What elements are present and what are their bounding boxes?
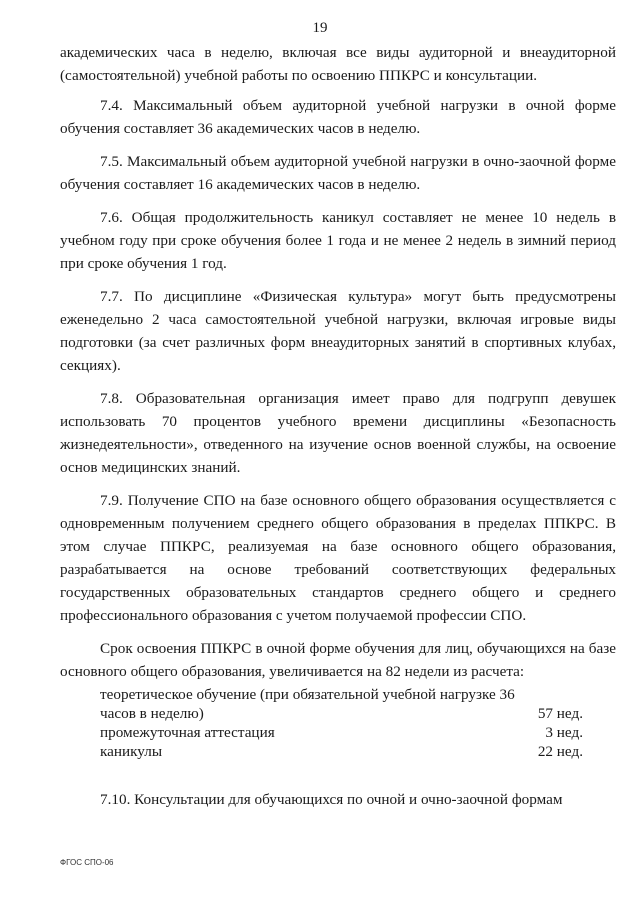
schedule-row xyxy=(100,742,583,761)
page-number: 19 xyxy=(312,20,328,36)
document-body xyxy=(60,41,616,821)
schedule-value: 57 нед. xyxy=(537,705,583,722)
schedule-label: каникулы xyxy=(100,743,163,760)
schedule-list xyxy=(100,685,583,761)
schedule-value: 22 нед. xyxy=(537,743,583,760)
paragraph-7-7: 7.7. По дисциплине «Физическая культура» могут быть предусмотрены еженедельно 2 часа самостоятельной учебной нагрузки, включая игровые виды подготовки (за счет различных форм внеаудиторных занятий в спортивных клубах, секциях). xyxy=(60,288,616,374)
paragraph-7-6: 7.6. Общая продолжительность каникул составляет не менее 10 недель в учебном году при сроке обучения более 1 года и не менее 2 недель в зимний период при сроке обучения 1 год. xyxy=(60,209,616,272)
schedule-label: теоретическое обучение (при обязательной учебной нагрузке 36 часов в неделю) xyxy=(100,686,515,722)
schedule-label: промежуточная аттестация xyxy=(100,724,275,741)
paragraph-7-5: 7.5. Максимальный объем аудиторной учебной нагрузки в очно-заочной форме обучения составляет 16 академических часов в неделю. xyxy=(60,153,616,193)
document-footer: ФГОС СПО-06 xyxy=(60,858,114,867)
schedule-row xyxy=(100,723,583,742)
schedule-row xyxy=(100,685,583,723)
paragraph-7-8: 7.8. Образовательная организация имеет право для подгрупп девушек использовать 70 процентов учебного времени дисциплины «Безопасность жизнедеятельности», отведенного на изучение основ военной службы, на освоение основ медицинских знаний. xyxy=(60,390,616,476)
paragraph-7-10: 7.10. Консультации для обучающихся по очной и очно-заочной формам xyxy=(100,791,563,808)
paragraph-term-extension: Срок освоения ППКРС в очной форме обучения для лиц, обучающихся на базе основного общего образования, увеличивается на 82 недели из расчета: xyxy=(60,640,616,680)
paragraph-7-4: 7.4. Максимальный объем аудиторной учебной нагрузки в очной форме обучения составляет 36 академических часов в неделю. xyxy=(60,97,616,137)
paragraph-7-9: 7.9. Получение СПО на базе основного общего образования осуществляется с одновременным получением среднего общего образования в пределах ППКРС. В этом случае ППКРС, реализуемая на базе основного общего образования, разрабатывается на основе требований соответствующих федеральных государственных образовательных стандартов среднего общего и среднего профессионального образования с учетом получаемой профессии СПО. xyxy=(60,492,616,624)
paragraph-continuation: академических часа в неделю, включая все виды аудиторной и внеаудиторной (самостоятельной) учебной работы по освоению ППКРС и консультации. xyxy=(60,44,616,84)
schedule-value: 3 нед. xyxy=(545,724,583,741)
